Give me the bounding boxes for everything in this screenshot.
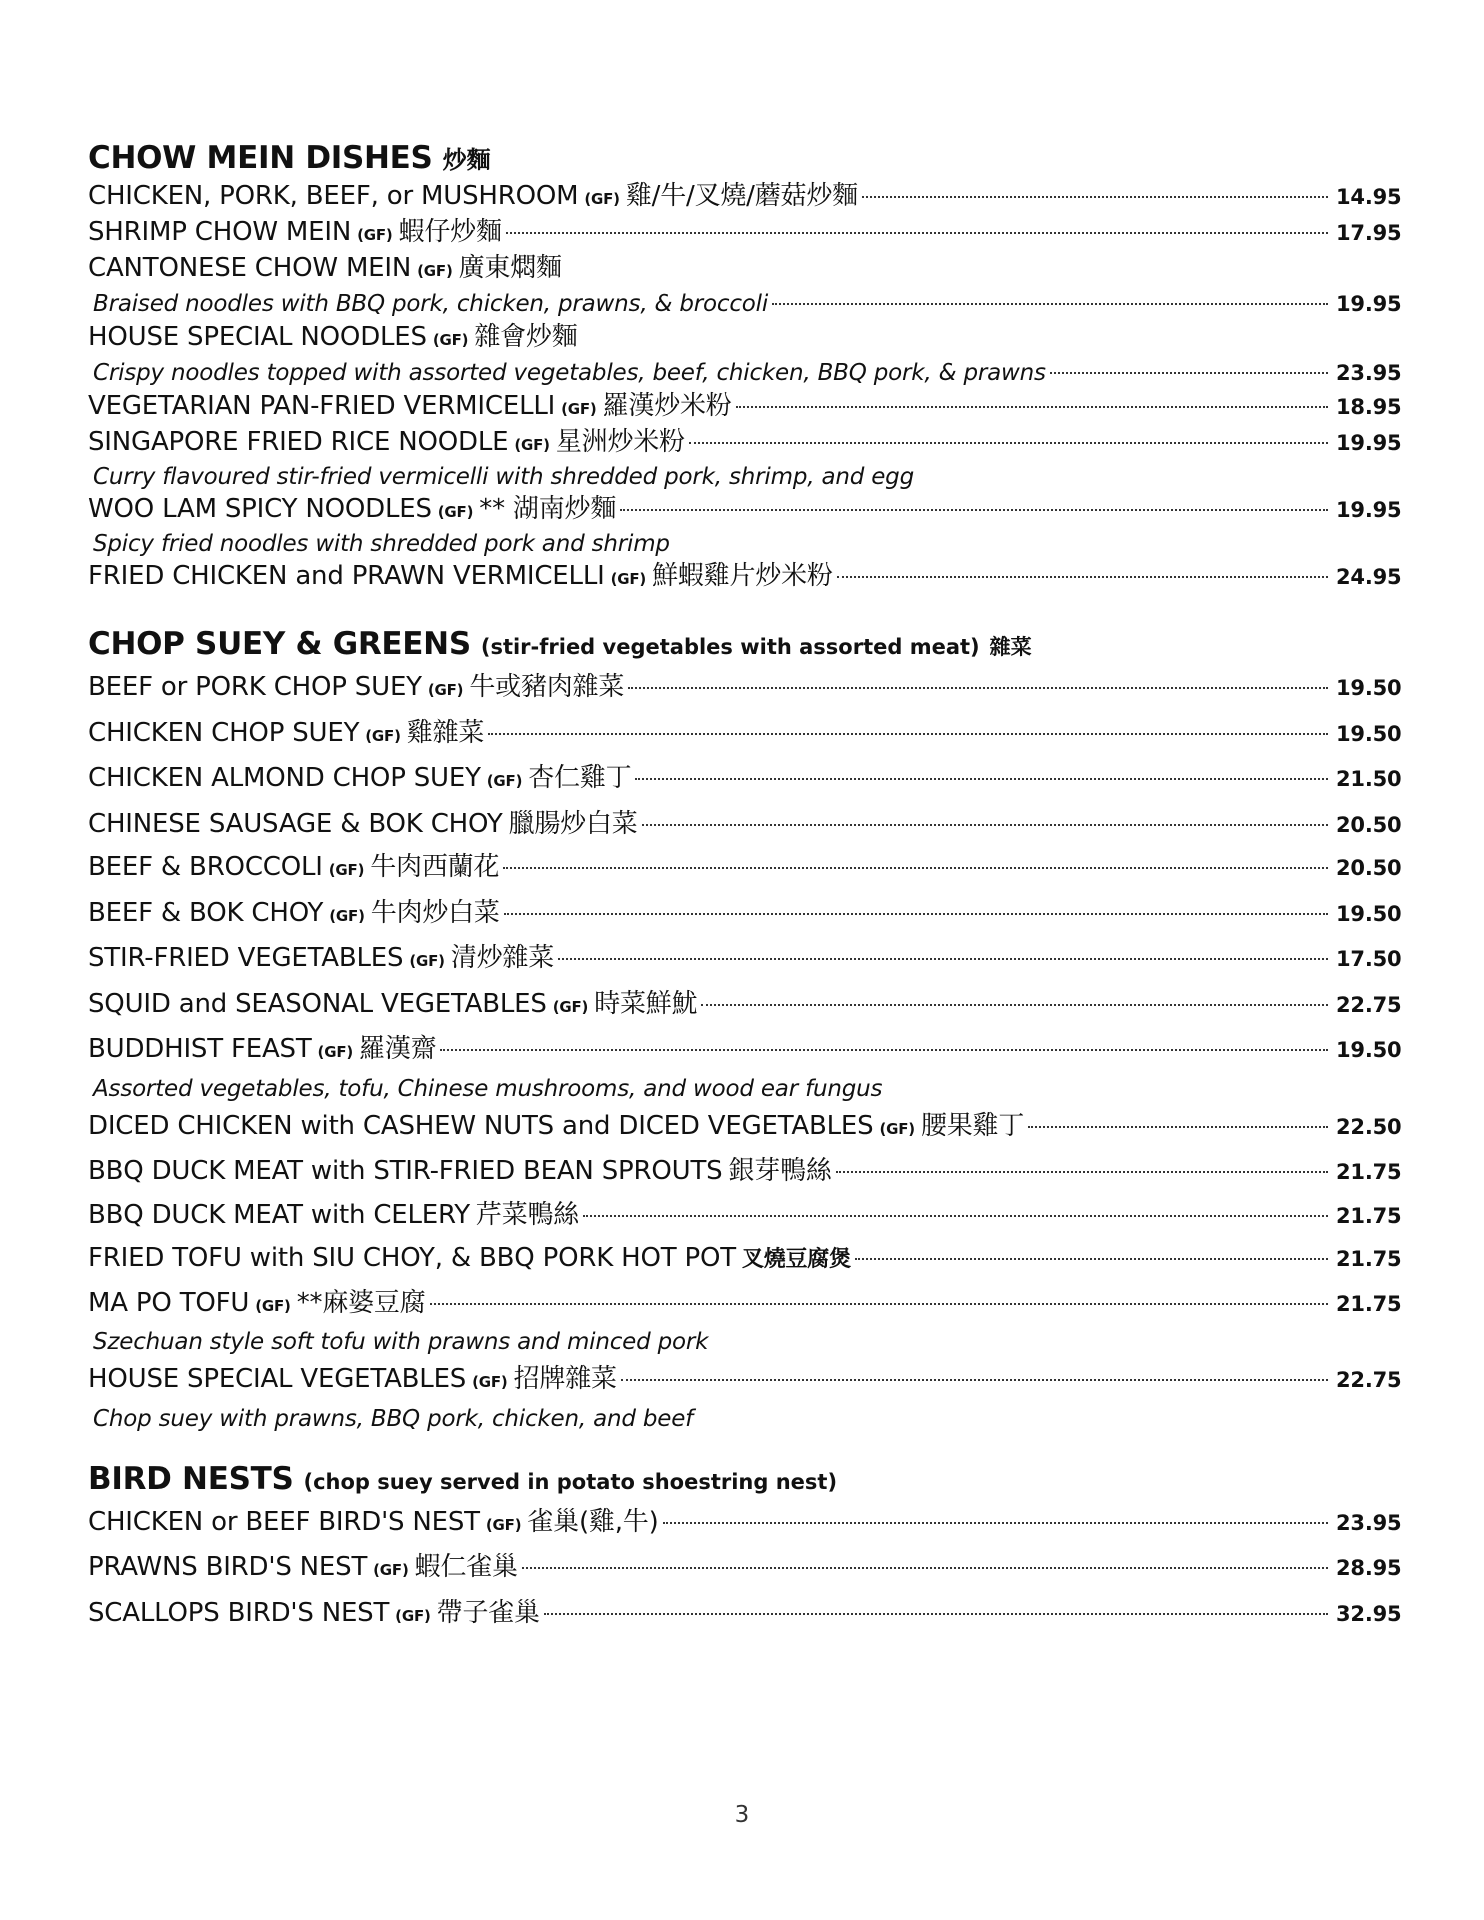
menu-item-description-row: [88, 288, 1402, 321]
menu-item-row: [88, 937, 1402, 983]
item-description: Curry flavoured stir-fried vermicelli with shredded pork, shrimp, and egg: [93, 464, 914, 490]
item-name: BEEF & BROCCOLI: [88, 852, 323, 882]
dot-leader: [440, 1049, 1328, 1051]
menu-item-row: [88, 252, 1396, 288]
item-chinese-name: 清炒雜菜: [450, 943, 555, 973]
item-name: SCALLOPS BIRD'S NEST: [88, 1597, 390, 1628]
item-chinese-name: 蝦仔炒麵: [398, 217, 502, 247]
menu-item-row: [88, 666, 1402, 712]
section-bird-nests: [88, 1460, 1402, 1638]
section-title: CHOW MEIN DISHES: [88, 140, 433, 176]
menu-item-row: [88, 493, 1402, 529]
menu-item-row: [88, 390, 1402, 426]
item-chinese-name: 招牌雜菜: [513, 1364, 617, 1394]
item-price: 24.95: [1336, 565, 1402, 589]
item-chinese-name: 羅漢齋: [359, 1034, 437, 1064]
dot-leader: [663, 1522, 1328, 1524]
item-name: CHICKEN CHOP SUEY: [88, 717, 360, 748]
item-price: 28.95: [1336, 1556, 1402, 1580]
gluten-free-tag: (GF): [485, 1515, 522, 1534]
item-price: 21.75: [1336, 1247, 1402, 1271]
dot-leader: [635, 778, 1328, 780]
dot-leader: [522, 1567, 1328, 1569]
dot-leader: [1028, 1126, 1328, 1128]
item-name: CHICKEN ALMOND CHOP SUEY: [88, 763, 481, 793]
item-price: 21.75: [1336, 1160, 1402, 1184]
item-description: Assorted vegetables, tofu, Chinese mushrooms, and wood ear fungus: [93, 1075, 883, 1102]
menu-item-row: [88, 1592, 1402, 1638]
item-price: 19.50: [1336, 676, 1402, 700]
item-name: BBQ DUCK MEAT with STIR-FRIED BEAN SPROUTS: [88, 1156, 723, 1186]
menu-item-row: [88, 1358, 1402, 1404]
item-chinese-name: 叉燒豆腐煲: [741, 1247, 851, 1272]
menu-item-row: [88, 1501, 1402, 1547]
item-name: CHINESE SAUSAGE & BOK CHOY: [88, 808, 503, 839]
menu-item-row: [88, 1105, 1402, 1151]
item-price: 19.50: [1336, 1038, 1402, 1062]
item-chinese-name: 芹菜鴨絲: [475, 1199, 580, 1230]
dot-leader: [642, 824, 1328, 826]
menu-item-row: [88, 1282, 1402, 1328]
menu-item-description-row: [88, 357, 1402, 390]
menu-item-description-row: [88, 1074, 1396, 1105]
dot-leader: [736, 406, 1328, 408]
gluten-free-tag: (GF): [879, 1119, 915, 1138]
gluten-free-tag: (GF): [561, 400, 597, 418]
item-chinese-name: **麻婆豆腐: [296, 1287, 426, 1318]
dot-leader: [583, 1215, 1328, 1217]
item-chinese-name: 廣東燜麵: [458, 253, 562, 283]
section-subtitle: (chop suey served in potato shoestring nest): [303, 1469, 838, 1494]
item-price: 23.95: [1336, 361, 1402, 385]
dot-leader: [862, 196, 1328, 198]
item-price: 17.50: [1336, 947, 1402, 971]
item-description: Spicy fried noodles with shredded pork and shrimp: [93, 531, 670, 557]
menu-item-description-row: [88, 1404, 1396, 1435]
dot-leader: [544, 1613, 1328, 1615]
item-chinese-name: 雜會炒麵: [474, 322, 578, 352]
dot-leader: [621, 1379, 1328, 1381]
item-price: 21.75: [1336, 1291, 1402, 1316]
section-title: CHOP SUEY & GREENS: [88, 626, 471, 662]
item-chinese-name: 牛肉炒白菜: [370, 897, 500, 928]
gluten-free-tag: (GF): [610, 570, 647, 588]
item-name: DICED CHICKEN with CASHEW NUTS and DICED VEGETABLES: [88, 1110, 874, 1141]
item-chinese-name: 鮮蝦雞片炒米粉: [652, 561, 833, 591]
gluten-free-tag: (GF): [514, 436, 550, 454]
dot-leader: [837, 576, 1328, 578]
gluten-free-tag: (GF): [486, 772, 523, 790]
gluten-free-tag: (GF): [328, 861, 365, 879]
item-price: 19.95: [1336, 498, 1402, 522]
item-description: Szechuan style soft tofu with prawns and minced pork: [93, 1329, 709, 1355]
menu-item-row: [88, 983, 1402, 1029]
gluten-free-tag: (GF): [329, 906, 365, 925]
item-name: WOO LAM SPICY NOODLES: [88, 494, 432, 524]
item-name: HOUSE SPECIAL VEGETABLES: [88, 1364, 467, 1394]
item-chinese-name: 蝦仁雀巢: [414, 1552, 518, 1582]
item-price: 22.75: [1336, 1368, 1402, 1392]
item-price: 22.75: [1336, 992, 1402, 1017]
gluten-free-tag: (GF): [437, 503, 474, 521]
item-chinese-name: 羅漢炒米粉: [602, 391, 732, 421]
item-price: 18.95: [1336, 395, 1402, 419]
item-chinese-name: 星洲炒米粉: [555, 427, 685, 457]
menu-items: [88, 1501, 1402, 1638]
item-name: CHICKEN, PORK, BEEF, or MUSHROOM: [88, 181, 579, 211]
gluten-free-tag: (GF): [395, 1606, 431, 1625]
item-price: 14.95: [1336, 185, 1402, 209]
dot-leader: [689, 442, 1328, 444]
dot-leader: [488, 733, 1328, 735]
gluten-free-tag: (GF): [255, 1296, 291, 1315]
item-price: 21.50: [1336, 767, 1402, 791]
item-price: 17.95: [1336, 221, 1402, 245]
menu-item-row: [88, 560, 1402, 596]
item-description: Braised noodles with BBQ pork, chicken, prawns, & broccoli: [93, 291, 769, 317]
dot-leader: [506, 232, 1328, 234]
dot-leader: [855, 1258, 1328, 1260]
item-price: 20.50: [1336, 856, 1402, 880]
item-name: VEGETARIAN PAN-FRIED VERMICELLI: [88, 391, 556, 421]
item-price: 32.95: [1336, 1601, 1402, 1626]
dot-leader: [1050, 372, 1328, 374]
menu-item-row: [88, 321, 1396, 357]
item-price: 19.50: [1336, 721, 1402, 746]
menu-items: [88, 180, 1402, 596]
gluten-free-tag: (GF): [472, 1373, 508, 1391]
gluten-free-tag: (GF): [373, 1561, 409, 1579]
menu-item-row: [88, 1546, 1402, 1592]
gluten-free-tag: (GF): [417, 262, 453, 280]
menu-item-row: [88, 712, 1402, 758]
menu-items: [88, 666, 1402, 1435]
section-heading: [88, 140, 1396, 176]
item-name: SQUID and SEASONAL VEGETABLES: [88, 988, 547, 1019]
item-price: 20.50: [1336, 812, 1402, 837]
item-chinese-name: 雀巢(雞,牛): [527, 1506, 659, 1537]
item-chinese-name: 雞雜菜: [406, 717, 485, 748]
item-name: HOUSE SPECIAL NOODLES: [88, 322, 427, 352]
item-price: 19.95: [1336, 431, 1402, 455]
gluten-free-tag: (GF): [357, 226, 393, 244]
item-chinese-name: 牛肉西蘭花: [370, 852, 500, 882]
menu-item-description-row: [88, 529, 1396, 560]
gluten-free-tag: (GF): [432, 331, 469, 349]
dot-leader: [558, 958, 1328, 960]
item-chinese-name: ** 湖南炒麵: [479, 494, 617, 524]
item-name: SINGAPORE FRIED RICE NOODLE: [88, 427, 509, 457]
gluten-free-tag: (GF): [584, 190, 620, 208]
item-description: Crispy noodles topped with assorted vegetables, beef, chicken, BBQ pork, & prawns: [93, 360, 1046, 386]
section-chow-mein: [88, 140, 1402, 596]
item-price: 19.95: [1336, 292, 1402, 316]
item-chinese-name: 時菜鮮魷: [594, 988, 698, 1019]
item-name: FRIED TOFU with SIU CHOY, & BBQ PORK HOT POT: [88, 1243, 736, 1273]
section-chop-suey-greens: [88, 626, 1402, 1435]
page-number: 3: [734, 1802, 750, 1828]
item-name: STIR-FRIED VEGETABLES: [88, 943, 404, 973]
gluten-free-tag: (GF): [365, 726, 401, 745]
dot-leader: [504, 913, 1328, 915]
section-heading: [88, 1461, 1396, 1497]
dot-leader: [430, 1303, 1328, 1305]
item-price: 23.95: [1336, 1510, 1402, 1535]
gluten-free-tag: (GF): [317, 1043, 354, 1061]
dot-leader: [836, 1171, 1328, 1173]
item-name: CHICKEN or BEEF BIRD'S NEST: [88, 1506, 480, 1537]
item-name: FRIED CHICKEN and PRAWN VERMICELLI: [88, 561, 605, 591]
menu-page: [88, 140, 1402, 1637]
item-price: 21.75: [1336, 1203, 1402, 1228]
menu-item-row: [88, 216, 1402, 252]
item-chinese-name: 臘腸炒白菜: [508, 808, 638, 839]
gluten-free-tag: (GF): [427, 681, 464, 699]
dot-leader: [620, 509, 1328, 511]
menu-item-row: [88, 846, 1402, 892]
dot-leader: [701, 1004, 1328, 1006]
item-description: Chop suey with prawns, BBQ pork, chicken, and beef: [93, 1405, 694, 1432]
section-heading: [88, 626, 1396, 662]
section-title: BIRD NESTS: [88, 1460, 294, 1497]
item-name: MA PO TOFU: [88, 1287, 250, 1318]
menu-item-row: [88, 1028, 1402, 1074]
menu-item-description-row: [88, 1327, 1396, 1358]
item-chinese-name: 雞/牛/叉燒/蘑菇炒麵: [625, 181, 858, 211]
menu-item-row: [88, 426, 1402, 462]
section-title-chinese: 雜菜: [989, 635, 1032, 659]
item-name: BEEF & BOK CHOY: [88, 897, 324, 928]
dot-leader: [503, 867, 1328, 869]
item-name: BUDDHIST FEAST: [88, 1034, 312, 1064]
item-name: CANTONESE CHOW MEIN: [88, 253, 412, 283]
item-price: 22.50: [1336, 1114, 1402, 1139]
item-chinese-name: 銀芽鴨絲: [728, 1156, 832, 1186]
item-name: BEEF or PORK CHOP SUEY: [88, 672, 422, 702]
dot-leader: [772, 303, 1328, 305]
item-name: SHRIMP CHOW MEIN: [88, 217, 352, 247]
menu-item-description-row: [88, 462, 1396, 493]
gluten-free-tag: (GF): [409, 952, 445, 970]
menu-item-row: [88, 180, 1402, 216]
menu-item-row: [88, 757, 1402, 803]
menu-item-row: [88, 892, 1402, 938]
menu-item-row: [88, 803, 1402, 847]
menu-item-row: [88, 1194, 1402, 1238]
item-chinese-name: 杏仁雞丁: [528, 763, 632, 793]
item-name: PRAWNS BIRD'S NEST: [88, 1552, 368, 1582]
item-chinese-name: 帶子雀巢: [436, 1597, 540, 1628]
section-subtitle: (stir-fried vegetables with assorted meat): [480, 635, 980, 659]
menu-item-row: [88, 1150, 1402, 1194]
item-name: BBQ DUCK MEAT with CELERY: [88, 1199, 470, 1230]
dot-leader: [628, 687, 1328, 689]
menu-item-row: [88, 1237, 1402, 1282]
section-title-chinese: 炒麵: [442, 146, 491, 174]
gluten-free-tag: (GF): [552, 997, 589, 1016]
item-chinese-name: 腰果雞丁: [920, 1110, 1025, 1141]
item-price: 19.50: [1336, 901, 1402, 926]
item-chinese-name: 牛或豬肉雜菜: [469, 672, 625, 702]
